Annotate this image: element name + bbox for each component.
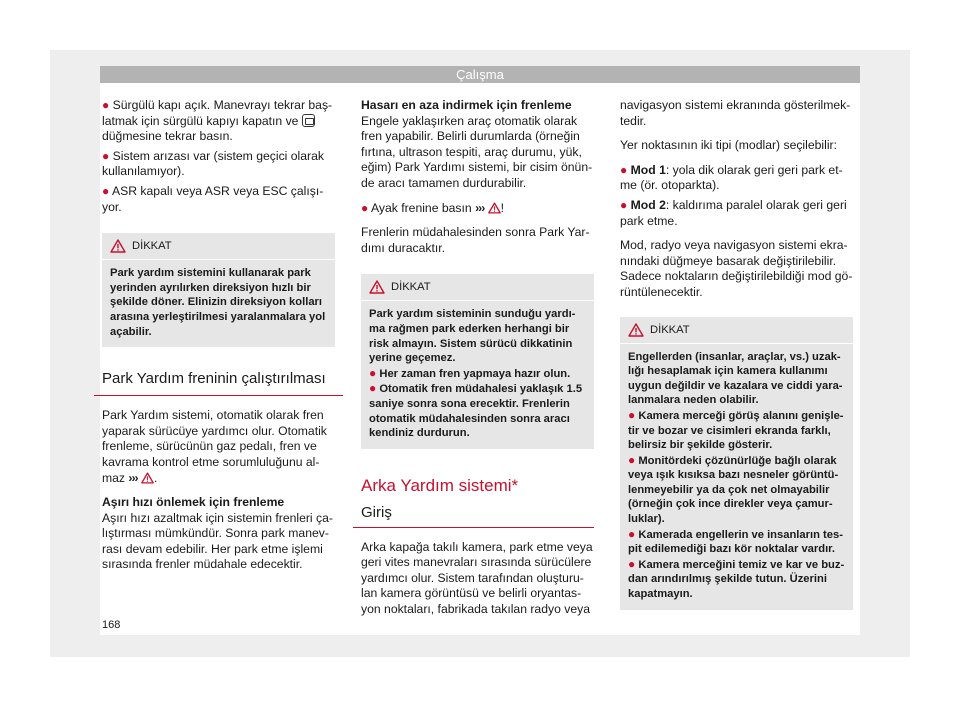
warning-text: Park yardım sistemini kullanarak park yerinden ayrılırken direksiyon hızlı bir şekilde döner. Elinizin direksiyon kolları arasına yerleştirilmesi yaralanmalara yol açabilir. — [110, 267, 326, 338]
warning-box — [102, 233, 335, 347]
paragraph: Engele yaklaşırken araç otomatik olarak fren yapabilir. Belirli durumlarda (örneğin fırtına, ultrason tespiti, araç durumu, yük, eğim) Park Yardımı sistemi, bir cisim önün-de aracı tamamen durdurabilir. — [361, 113, 593, 190]
paragraph: Park Yardım sistemi, otomatik olarak fren yaparak sürücüye yardımcı olur. Otomatik frenleme, sürücünün gaz pedalı, fren ve kavrama kontrol etme sorumluluğunu al-maz ››› . — [102, 408, 327, 485]
section-title: Giriş — [353, 503, 594, 528]
page-number: 168 — [102, 619, 121, 631]
bullet-icon: ● — [369, 365, 377, 380]
column-3 — [620, 83, 853, 610]
chapter-title: Arka Yardım sistemi* — [361, 475, 519, 495]
bullet-icon: ● — [369, 381, 377, 396]
bullet-icon: ● — [628, 407, 636, 422]
bullet-icon: ● — [620, 162, 628, 177]
list-item: ● Kamerada engellerin ve insanların tes-pit edilemediği bazı kör noktalar vardır. — [628, 526, 843, 556]
bullet-icon: ● — [361, 200, 369, 215]
paragraph: Arka kapağa takılı kamera, park etme veya geri vites manevraları sırasında sürücülere yardımcı olur. Sistem tarafından oluşturu-lan kamera görüntüsü ve belirli oryantas-yon noktaları, fabrikada takılan radyo veya — [361, 539, 593, 617]
warning-header — [369, 274, 586, 300]
bullet-icon: ● — [102, 148, 110, 163]
warning-triangle-icon — [369, 280, 385, 294]
warning-header — [110, 233, 327, 259]
subheading: Hasarı en aza indirmek için frenleme — [361, 98, 572, 112]
chevron-right-icon: ››› — [128, 470, 138, 485]
paragraph: Yer noktasının iki tipi (modlar) seçilebilir: — [620, 138, 837, 153]
divider — [102, 259, 335, 260]
warning-triangle-icon — [628, 323, 644, 337]
warning-triangle-icon — [141, 472, 154, 484]
parking-button-icon — [302, 114, 315, 127]
list-item: ● Kamera merceğini temiz ve kar ve buz-dan arındırılmış şekilde tutun. Üzerini kapatmayın. — [628, 556, 845, 601]
paragraph: navigasyon sistemi ekranında gösterilmek-tedir. — [620, 98, 851, 128]
list-item: ● Otomatik fren müdahalesi yaklaşık 1.5 saniye sonra sona erecektir. Frenlerin otomatik müdahalesinden sonra aracı kendiniz durdurun. — [369, 381, 583, 440]
paragraph: Aşırı hızı azaltmak için sistemin frenleri ça-lıştırması mümkündür. Sonra park manev-rası devam edebilir. Her park etme işlemi sırasında frenler müdahale edecektir. — [102, 510, 333, 572]
list-item: ● ASR kapalı veya ASR veya ESC çalışı-yor. — [102, 183, 324, 214]
list-item: ● Mod 1: yola dik olarak geri geri park et-me (ör. otoparkta). — [620, 162, 843, 193]
bullet-icon: ● — [102, 98, 110, 112]
section-title: Park Yardım freninin çalıştırılması — [94, 369, 343, 396]
list-item: ● Monitördeki çözünürlüğe bağlı olarak veya ışık kısıksa bazı nesneler görüntü-lenmeyebilir ya da çok net olmayabilir (örneğin çok ince direkler veya çamur-luklar). — [628, 452, 839, 526]
divider — [361, 300, 594, 301]
column-2 — [361, 83, 594, 618]
warning-header — [628, 317, 845, 343]
warning-box — [620, 317, 853, 610]
warning-box — [361, 274, 594, 448]
paragraph: Mod, radyo veya navigasyon sistemi ekra-nındaki düğmeye basarak değiştirilebilir. Sadece noktaların değiştirilebildiği mod gö-rüntülenecektir. — [620, 238, 853, 299]
list-item: ● Sürgülü kapı açık. Manevrayı tekrar baş-latmak için sürgülü kapıyı kapatın ve düğmesine tekrar basın. — [102, 98, 333, 144]
warning-triangle-icon — [488, 202, 501, 214]
list-item: ● Her zaman fren yapmaya hazır olun. — [369, 365, 571, 380]
warning-label: DİKKAT — [650, 323, 690, 336]
page-content — [100, 83, 860, 635]
column-1 — [102, 83, 335, 573]
list-item: ● Sistem arızası var (sistem geçici olarak kullanılamıyor). — [102, 148, 324, 179]
warning-triangle-icon — [110, 239, 126, 253]
warning-text: Engellerden (insanlar, araçlar, vs.) uzak-lığı hesaplamak için kamera kullanımı uygun değildir ve kazalara ve ciddi yara-lanmalara neden olabilir. — [628, 350, 843, 407]
warning-text: Park yardım sisteminin sunduğu yardı-ma rağmen park ederken herhangi bir risk almayın. Sistem sürücü dikkatinin yerine geçemez. — [369, 308, 576, 365]
bullet-icon: ● — [628, 452, 636, 467]
bullet-icon: ● — [628, 526, 636, 541]
chevron-right-icon: ››› — [475, 200, 485, 215]
paragraph: Frenlerin müdahalesinden sonra Park Yar-dımı duracaktır. — [361, 225, 590, 255]
divider — [620, 343, 853, 344]
bullet-icon: ● — [620, 197, 628, 212]
warning-label: DİKKAT — [391, 281, 431, 294]
subheading: Aşırı hızı önlemek için frenleme — [102, 495, 285, 510]
list-item: ● Mod 2: kaldırıma paralel olarak geri geri park etme. — [620, 197, 847, 228]
warning-label: DİKKAT — [132, 240, 172, 253]
page-header: Çalışma — [100, 66, 860, 83]
bullet-icon: ● — [102, 183, 110, 198]
list-item: ● Kamera merceği görüş alanını genişle-tir ve bozar ve cisimleri ekranda farklı, belirsiz bir şekilde gösterir. — [628, 407, 844, 452]
bullet-icon: ● — [628, 556, 636, 571]
list-item: ● Ayak frenine basın ››› ! — [361, 200, 505, 215]
